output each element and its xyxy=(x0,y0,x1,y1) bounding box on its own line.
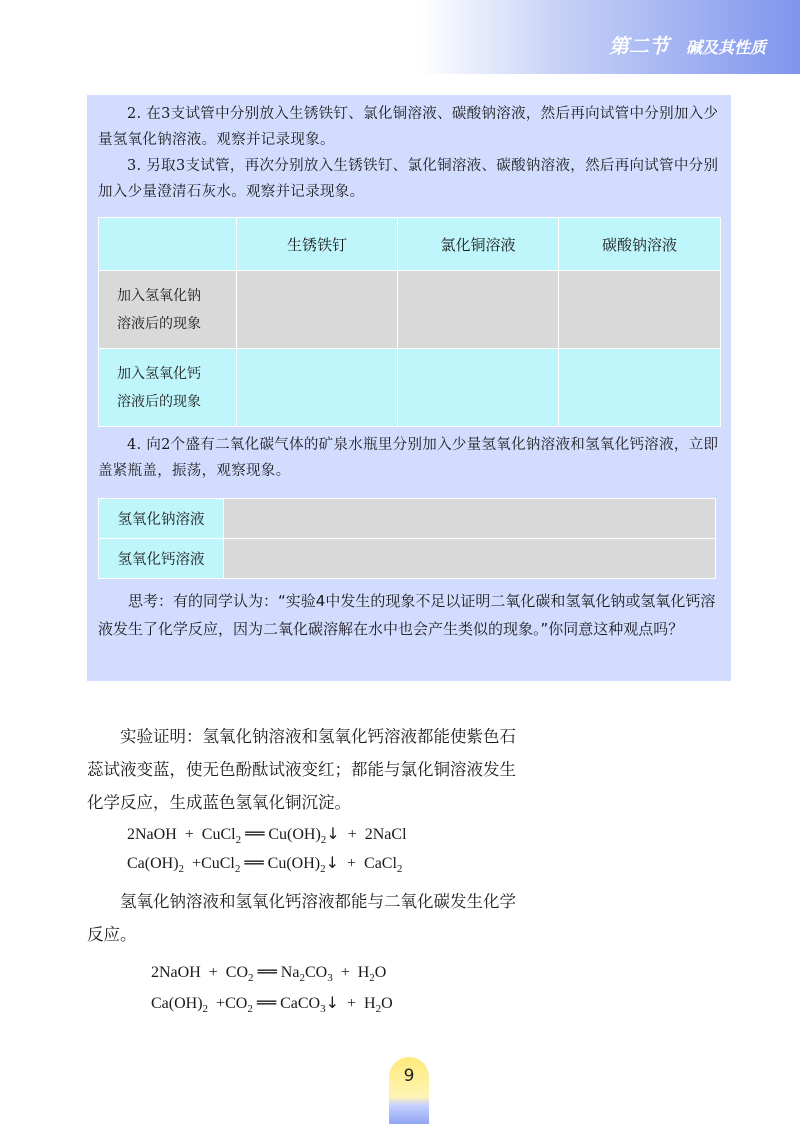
blank-cell xyxy=(237,271,398,349)
eq-term: Cu(OH) xyxy=(267,855,321,872)
eq-term: CO xyxy=(225,964,249,981)
blank-cell xyxy=(398,271,559,349)
body-paragraph-2: 氢氧化钠溶液和氢氧化钙溶液都能与二氧化碳发生化学反应。 xyxy=(87,892,516,944)
row-header-line: 溶液后的现象 xyxy=(117,393,201,410)
table-row xyxy=(99,539,716,579)
observation-table xyxy=(98,217,721,427)
row-label-naoh: 氢氧化钠溶液 xyxy=(99,499,224,539)
blank-cell xyxy=(224,499,716,539)
column-header-copper-chloride: 氯化铜溶液 xyxy=(398,218,559,271)
eq-subscript: 2 xyxy=(396,863,403,876)
co2-observation-table xyxy=(98,498,716,579)
eq-term: H xyxy=(364,995,376,1012)
activity-box xyxy=(87,95,731,681)
equation-3: 2NaOH + $CO_2$ ══ $Na_2CO_3 + H_2O$ xyxy=(151,962,387,985)
eq-term: CO xyxy=(304,964,328,981)
blank-cell xyxy=(559,271,721,349)
eq-term: CuCl xyxy=(201,855,235,872)
column-header-sodium-carbonate: 碳酸钠溶液 xyxy=(559,218,721,271)
eq-subscript: 2 xyxy=(248,972,254,985)
table-row xyxy=(99,499,716,539)
eq-subscript: 2 xyxy=(235,834,242,847)
eq-term: 2NaOH xyxy=(127,826,177,843)
blank-cell xyxy=(237,349,398,427)
section-label: 第二节 xyxy=(608,34,669,58)
eq-term: CaCO xyxy=(280,995,321,1012)
eq-term: CaCl xyxy=(364,855,397,872)
section-topic: 碱及其性质 xyxy=(685,38,766,57)
eq-term: 2NaCl xyxy=(364,826,407,843)
eq-subscript: 2 xyxy=(320,863,326,876)
blank-cell xyxy=(224,539,716,579)
eq-subscript: 2 xyxy=(299,972,305,985)
step-3-text: 3. 另取3支试管，再次分别放入生锈铁钉、氯化铜溶液、碳酸钠溶液，然后再向试管中分别加入少量澄清石灰水。观察并记录现象。 xyxy=(98,158,719,200)
think-question: 思考：有的同学认为：“实验4中发生的现象不足以证明二氧化碳和氢氧化钠或氢氧化钙溶液发生了化学反应，因为二氧化碳溶解在水中也会产生类似的现象。”你同意这种观点吗？ xyxy=(98,592,716,638)
equation-4: $Ca(OH)_2 +CO_2$ ══ CaCO$_3$↓ + $H_2O$ xyxy=(151,993,393,1016)
eq-term: H xyxy=(357,964,370,981)
eq-term: Ca(OH) xyxy=(127,855,179,872)
eq-subscript: 2 xyxy=(247,1003,253,1016)
eq-subscript: 2 xyxy=(178,863,185,876)
eq-subscript: 2 xyxy=(202,1003,209,1016)
row-header-caoh2 xyxy=(99,349,237,427)
blank-cell xyxy=(398,349,559,427)
eq-subscript: 2 xyxy=(375,1003,382,1016)
page-number-tab xyxy=(389,1057,429,1124)
blank-cell xyxy=(559,349,721,427)
page-number: 9 xyxy=(403,1066,415,1086)
column-header-rusty-nail: 生锈铁钉 xyxy=(237,218,398,271)
row-header-line: 加入氢氧化钙 xyxy=(117,365,201,382)
eq-subscript: 2 xyxy=(234,863,241,876)
row-header-line: 溶液后的现象 xyxy=(117,315,201,332)
equation-1: 2NaOH + CuCl$_2$ ══ $Cu(OH)_2↓$ + 2NaCl xyxy=(127,824,407,847)
eq-term: O xyxy=(374,964,387,981)
row-header-naoh xyxy=(99,271,237,349)
table-corner-cell xyxy=(99,218,237,271)
eq-term: Cu(OH) xyxy=(268,826,321,843)
eq-term: CO xyxy=(225,995,248,1012)
row-label-caoh2: 氢氧化钙溶液 xyxy=(99,539,224,579)
row-header-line: 加入氢氧化钠 xyxy=(117,287,201,304)
table-row xyxy=(99,271,721,349)
equation-2: $Ca(OH)_2$ +CuCl$_2$ ══ $Cu(OH)_2↓$ + CaCl$_2$ xyxy=(127,853,403,876)
eq-subscript: 3 xyxy=(327,972,333,985)
eq-subscript: 2 xyxy=(369,972,375,985)
eq-term: 2NaOH xyxy=(151,964,201,981)
step-4-text: 4. 向2个盛有二氧化碳气体的矿泉水瓶里分别加入少量氢氧化钠溶液和氢氧化钙溶液，立即盖紧瓶盖，振荡，观察现象。 xyxy=(98,437,719,479)
eq-subscript: 2 xyxy=(320,834,327,847)
step-2-text: 2. 在3支试管中分别放入生锈铁钉、氯化铜溶液、碳酸钠溶液，然后再向试管中分别加入少量氢氧化钠溶液。观察并记录现象。 xyxy=(98,106,719,148)
table-row xyxy=(99,349,721,427)
eq-term: O xyxy=(381,995,393,1012)
body-paragraph-1: 实验证明：氢氧化钠溶液和氢氧化钙溶液都能使紫色石蕊试液变蓝，使无色酚酞试液变红；都能与氯化铜溶液发生化学反应，生成蓝色氢氧化铜沉淀。 xyxy=(87,727,516,812)
section-header xyxy=(609,30,766,59)
table-header-row xyxy=(99,218,721,271)
eq-term: CuCl xyxy=(201,826,236,843)
eq-term: Na xyxy=(280,964,300,981)
eq-subscript: 3 xyxy=(320,1003,326,1016)
eq-term: Ca(OH) xyxy=(151,995,203,1012)
